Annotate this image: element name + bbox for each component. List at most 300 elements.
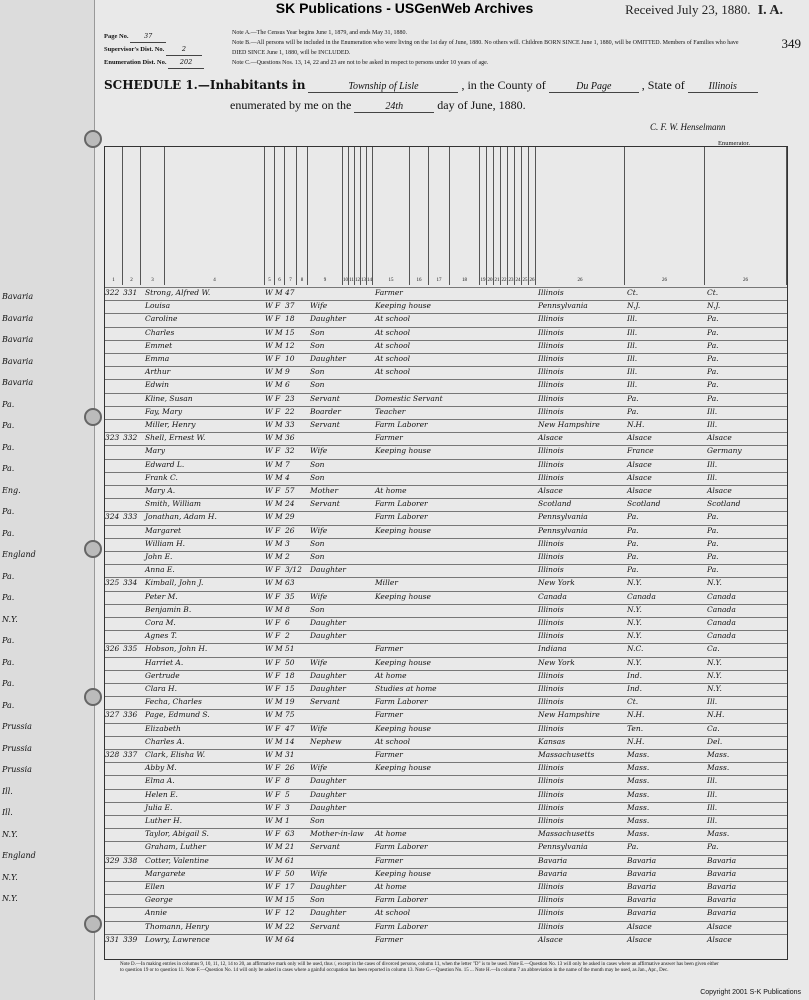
- adjacent-page-entry: Prussia: [2, 743, 32, 753]
- column-number: 25: [522, 278, 528, 283]
- cell-age: 32: [285, 446, 295, 456]
- cell-relation: Wife: [310, 763, 328, 773]
- cell-family: 334: [123, 578, 138, 588]
- cell-occupation: Keeping house: [375, 868, 431, 878]
- cell-age: 15: [285, 684, 295, 693]
- cell-mother-birthplace: Canada: [707, 631, 736, 641]
- cell-occupation: At school: [375, 908, 410, 918]
- cell-birthplace: Illinois: [538, 446, 564, 456]
- cell-relation: Servant: [310, 842, 340, 852]
- cell-age: 63: [285, 829, 295, 839]
- cell-father-birthplace: Mass.: [627, 776, 650, 786]
- cell-relation: Servant: [310, 921, 340, 931]
- cell-relation: Daughter: [310, 882, 346, 891]
- binder-ring: [84, 408, 102, 426]
- cell-dwelling: 326: [105, 644, 120, 654]
- cell-sex: M: [275, 327, 283, 337]
- adjacent-page-entry: Pa.: [2, 464, 15, 473]
- cell-father-birthplace: Pa.: [627, 525, 639, 535]
- column-number: 20: [487, 278, 493, 283]
- adjacent-page-entry: Pa.: [2, 636, 15, 645]
- cell-relation: Daughter: [310, 684, 346, 693]
- cell-color: W: [265, 512, 273, 522]
- cell-mother-birthplace: N.Y.: [707, 657, 722, 667]
- enumeration-date: [230, 98, 526, 113]
- cell-relation: Son: [310, 380, 325, 390]
- cell-color: W: [265, 776, 273, 786]
- township-value: Township of Lisle: [308, 81, 458, 93]
- cell-birthplace: Illinois: [538, 697, 564, 707]
- cell-occupation: Studies at home: [375, 684, 437, 693]
- column-header: [373, 147, 410, 285]
- cell-mother-birthplace: Del.: [707, 736, 723, 746]
- cell-name: Ellen: [145, 882, 165, 891]
- cell-father-birthplace: Mass.: [627, 750, 650, 759]
- cell-age: 24: [285, 499, 295, 509]
- cell-birthplace: Illinois: [538, 288, 564, 297]
- county-value: Du Page: [549, 81, 639, 93]
- cell-sex: M: [275, 842, 283, 852]
- received-stamp-text: Received July 23, 1880.: [625, 2, 751, 17]
- cell-mother-birthplace: Mass.: [707, 763, 730, 773]
- cell-color: W: [265, 842, 273, 852]
- column-header: [105, 147, 123, 285]
- cell-occupation: At school: [375, 314, 410, 324]
- cell-father-birthplace: Mass.: [627, 829, 650, 839]
- cell-age: 22: [285, 921, 295, 931]
- cell-color: W: [265, 750, 273, 759]
- cell-birthplace: Pennsylvania: [538, 842, 588, 852]
- cell-sex: M: [275, 750, 283, 759]
- cell-sex: F: [275, 406, 281, 416]
- cell-name: Kimball, John J.: [145, 578, 204, 588]
- cell-birthplace: Scotland: [538, 499, 572, 509]
- column-header: [480, 147, 487, 285]
- cell-mother-birthplace: Ill.: [707, 420, 718, 429]
- cell-birthplace: Illinois: [538, 631, 564, 641]
- cell-sex: F: [275, 802, 281, 812]
- cell-family: 333: [123, 512, 138, 522]
- state-label: , State of: [641, 78, 685, 92]
- cell-occupation: Keeping house: [375, 763, 431, 773]
- cell-mother-birthplace: N.Y.: [707, 578, 722, 588]
- cell-occupation: Teacher: [375, 406, 406, 416]
- cell-age: 64: [285, 934, 295, 944]
- column-number: 4: [213, 278, 216, 283]
- column-number: 8: [300, 278, 304, 283]
- cell-name: Page, Edmund S.: [145, 710, 210, 720]
- cell-color: W: [265, 486, 273, 495]
- cell-color: W: [265, 420, 273, 429]
- cell-occupation: Farm Laborer: [375, 697, 428, 707]
- column-number: 12: [355, 278, 360, 283]
- cell-name: Margarete: [145, 868, 186, 878]
- cell-age: 15: [285, 327, 295, 337]
- cell-color: W: [265, 868, 273, 878]
- cell-occupation: At school: [375, 354, 410, 363]
- cell-family: 337: [123, 750, 138, 759]
- cell-mother-birthplace: N.H.: [707, 710, 725, 720]
- cell-mother-birthplace: Ill.: [707, 816, 718, 825]
- cell-relation: Daughter: [310, 618, 346, 627]
- cell-name: Peter M.: [145, 591, 178, 601]
- cell-mother-birthplace: Canada: [707, 604, 736, 614]
- cell-age: 33: [285, 420, 295, 429]
- cell-age: 26: [285, 525, 295, 535]
- cell-sex: M: [275, 604, 283, 614]
- cell-birthplace: New York: [538, 657, 575, 667]
- cell-mother-birthplace: Bavaria: [707, 855, 737, 865]
- cell-name: Charles A.: [145, 736, 185, 746]
- column-header: [265, 147, 275, 285]
- cell-father-birthplace: Alsace: [627, 934, 652, 944]
- cell-birthplace: Bavaria: [538, 855, 568, 865]
- cell-father-birthplace: Alsace: [627, 486, 652, 495]
- cell-father-birthplace: N.Y.: [627, 631, 642, 641]
- cell-age: 57: [285, 486, 295, 495]
- cell-occupation: Farmer: [375, 433, 403, 443]
- cell-color: W: [265, 618, 273, 627]
- cell-mother-birthplace: Alsace: [707, 486, 732, 495]
- cell-relation: Wife: [310, 525, 328, 535]
- cell-name: Abby M.: [145, 763, 177, 773]
- cell-birthplace: Pennsylvania: [538, 512, 588, 522]
- cell-father-birthplace: Bavaria: [627, 908, 657, 918]
- cell-family: 331: [123, 288, 138, 297]
- cell-sex: F: [275, 314, 281, 324]
- cell-occupation: Keeping house: [375, 657, 431, 667]
- cell-name: William H.: [145, 538, 186, 548]
- cell-sex: F: [275, 393, 281, 403]
- cell-occupation: At school: [375, 327, 410, 337]
- cell-age: 18: [285, 670, 295, 680]
- cell-mother-birthplace: Mass.: [707, 829, 730, 839]
- cell-relation: Daughter: [310, 314, 346, 324]
- column-number: 17: [436, 278, 442, 283]
- cell-birthplace: Illinois: [538, 921, 564, 931]
- page-no-label: Page No.: [104, 33, 129, 40]
- cell-family: 332: [123, 433, 138, 443]
- cell-birthplace: Illinois: [538, 802, 564, 812]
- cell-color: W: [265, 446, 273, 456]
- cell-name: Hobson, John H.: [145, 644, 208, 654]
- cell-name: John E.: [145, 552, 173, 561]
- table-row: [105, 932, 787, 948]
- cell-father-birthplace: N.Y.: [627, 618, 642, 627]
- cell-birthplace: Illinois: [538, 763, 564, 773]
- column-header: [705, 147, 787, 285]
- cell-occupation: Keeping house: [375, 525, 431, 535]
- cell-relation: Daughter: [310, 802, 346, 812]
- cell-sex: F: [275, 684, 281, 693]
- cell-color: W: [265, 802, 273, 812]
- cell-father-birthplace: Bavaria: [627, 868, 657, 878]
- column-number: 26: [529, 278, 535, 283]
- adjacent-page-entry: Pa.: [2, 679, 15, 688]
- cell-birthplace: Illinois: [538, 895, 564, 905]
- adjacent-page-entry: Pa.: [2, 593, 15, 602]
- column-number: 3: [151, 278, 154, 283]
- cell-birthplace: Kansas: [538, 736, 566, 746]
- adjacent-page-entry: England: [2, 851, 36, 860]
- cell-color: W: [265, 710, 273, 720]
- cell-sex: F: [275, 446, 281, 456]
- cell-age: 22: [285, 406, 295, 416]
- cell-sex: M: [275, 816, 283, 825]
- cell-color: W: [265, 921, 273, 931]
- cell-relation: Wife: [310, 446, 328, 456]
- cell-relation: Wife: [310, 868, 328, 878]
- cell-dwelling: 323: [105, 433, 120, 443]
- cell-age: 6: [285, 380, 290, 390]
- cell-birthplace: Illinois: [538, 459, 564, 469]
- cell-dwelling: 329: [105, 855, 120, 865]
- cell-name: Strong, Alfred W.: [145, 288, 211, 297]
- note-b: Note B.—All persons will be included in the Enumeration who were living on the 1st day of June, 1880. No others will. Children BORN SINCE June 1, 1880, will be OMITTED. Members of Families who have DIED SINCE June 1, 1880, will be INCLUDED.: [232, 40, 739, 56]
- cell-father-birthplace: Mass.: [627, 763, 650, 773]
- cell-mother-birthplace: Canada: [707, 618, 736, 627]
- census-table: [104, 146, 788, 960]
- cell-occupation: Farm Laborer: [375, 921, 428, 931]
- cell-color: W: [265, 578, 273, 588]
- cell-mother-birthplace: Scotland: [707, 499, 741, 509]
- cell-color: W: [265, 763, 273, 773]
- cell-father-birthplace: Ill.: [627, 367, 638, 377]
- adjacent-page-entry: Bavaria: [2, 313, 34, 323]
- cell-name: Smith, William: [145, 499, 202, 509]
- cell-birthplace: Illinois: [538, 406, 564, 416]
- cell-family: 338: [123, 855, 138, 865]
- adjacent-page-entry: Eng.: [2, 485, 21, 495]
- cell-name: Emma: [145, 354, 170, 363]
- column-header: [515, 147, 522, 285]
- adjacent-page-entry: Pa.: [2, 657, 15, 667]
- cell-sex: F: [275, 486, 281, 495]
- cell-sex: F: [275, 631, 281, 641]
- cell-color: W: [265, 684, 273, 693]
- cell-mother-birthplace: Pa.: [707, 314, 719, 324]
- cell-age: 15: [285, 895, 295, 905]
- cell-color: W: [265, 736, 273, 746]
- cell-age: 18: [285, 314, 295, 324]
- column-header: [297, 147, 308, 285]
- cell-sex: F: [275, 657, 281, 667]
- column-number: 11: [349, 278, 354, 283]
- cell-father-birthplace: Ten.: [627, 723, 644, 733]
- cell-color: W: [265, 565, 273, 575]
- cell-mother-birthplace: Pa.: [707, 565, 719, 575]
- cell-family: 335: [123, 644, 138, 654]
- cell-color: W: [265, 538, 273, 548]
- column-header: [410, 147, 429, 285]
- cell-relation: Servant: [310, 499, 340, 509]
- day-of-label: day of June, 1880.: [437, 98, 526, 112]
- binder-ring: [84, 915, 102, 933]
- cell-father-birthplace: Alsace: [627, 472, 652, 482]
- page-number: 349: [781, 36, 801, 51]
- cell-color: W: [265, 380, 273, 390]
- cell-occupation: Farm Laborer: [375, 842, 428, 852]
- cell-age: 4: [285, 472, 290, 482]
- cell-color: W: [265, 525, 273, 535]
- cell-color: W: [265, 288, 273, 297]
- enumeration-label: Enumeration Dist. No.: [104, 59, 167, 66]
- cell-father-birthplace: Alsace: [627, 921, 652, 931]
- cell-mother-birthplace: Pa.: [707, 354, 719, 363]
- cell-relation: Daughter: [310, 354, 346, 363]
- adjacent-page-entry: Pa.: [2, 700, 15, 710]
- column-number: 13: [361, 278, 366, 283]
- adjacent-page-entry: Ill.: [2, 808, 13, 817]
- cell-relation: Daughter: [310, 565, 346, 575]
- cell-color: W: [265, 789, 273, 799]
- cell-birthplace: Bavaria: [538, 868, 568, 878]
- cell-birthplace: Illinois: [538, 618, 564, 627]
- cell-age: 12: [285, 340, 295, 350]
- cell-name: Clark, Elisha W.: [145, 750, 206, 759]
- column-number: 10: [343, 278, 348, 283]
- cell-age: 1: [285, 816, 290, 825]
- schedule-label: SCHEDULE 1.—Inhabitants in: [104, 78, 306, 92]
- cell-occupation: Farmer: [375, 644, 403, 654]
- cell-age: 50: [285, 868, 295, 878]
- schedule-title: [104, 78, 758, 93]
- cell-occupation: Keeping house: [375, 446, 431, 456]
- cell-age: 23: [285, 393, 295, 403]
- cell-age: 50: [285, 657, 295, 667]
- cell-father-birthplace: Ct.: [627, 288, 639, 297]
- cell-name: Cora M.: [145, 618, 176, 627]
- cell-age: 26: [285, 763, 295, 773]
- cell-name: George: [145, 895, 173, 905]
- cell-sex: F: [275, 763, 281, 773]
- cell-occupation: Farmer: [375, 934, 403, 944]
- cell-name: Gertrude: [145, 670, 180, 680]
- cell-color: W: [265, 934, 273, 944]
- cell-birthplace: Illinois: [538, 367, 564, 377]
- cell-occupation: At school: [375, 367, 410, 377]
- cell-occupation: Farm Laborer: [375, 895, 428, 905]
- cell-birthplace: Illinois: [538, 314, 564, 324]
- cell-mother-birthplace: Ill.: [707, 802, 718, 812]
- cell-sex: F: [275, 776, 281, 786]
- cell-mother-birthplace: Ill.: [707, 697, 718, 707]
- cell-sex: M: [275, 855, 283, 865]
- cell-mother-birthplace: Alsace: [707, 934, 732, 944]
- cell-color: W: [265, 327, 273, 337]
- cell-relation: Servant: [310, 697, 340, 707]
- cell-occupation: Farmer: [375, 750, 403, 759]
- received-stamp: [625, 2, 783, 19]
- cell-birthplace: Illinois: [538, 723, 564, 733]
- cell-age: 10: [285, 354, 295, 363]
- cell-name: Lowry, Lawrence: [145, 934, 210, 944]
- cell-occupation: Farmer: [375, 710, 403, 720]
- cell-family: 339: [123, 934, 138, 944]
- cell-sex: M: [275, 644, 283, 654]
- cell-father-birthplace: Alsace: [627, 459, 652, 469]
- cell-sex: M: [275, 340, 283, 350]
- cell-age: 47: [285, 723, 295, 733]
- cell-father-birthplace: Bavaria: [627, 882, 657, 891]
- cell-father-birthplace: Pa.: [627, 842, 639, 852]
- cell-occupation: At school: [375, 340, 410, 350]
- cell-father-birthplace: Canada: [627, 591, 656, 601]
- census-notes: [232, 28, 752, 68]
- cell-occupation: At home: [375, 486, 407, 495]
- adjacent-page-entry: Ill.: [2, 786, 13, 796]
- cell-color: W: [265, 697, 273, 707]
- cell-sex: F: [275, 591, 281, 601]
- cell-occupation: At school: [375, 736, 410, 746]
- cell-age: 75: [285, 710, 295, 720]
- column-header: [494, 147, 501, 285]
- cell-color: W: [265, 895, 273, 905]
- cell-mother-birthplace: Canada: [707, 591, 736, 601]
- cell-occupation: Domestic Servant: [375, 393, 443, 403]
- cell-father-birthplace: N.Y.: [627, 604, 642, 614]
- cell-father-birthplace: N.Y.: [627, 578, 642, 588]
- cell-age: 14: [285, 736, 295, 746]
- enumerator-signature: C. F. W. Henselmann: [650, 122, 726, 132]
- cell-occupation: Farm Laborer: [375, 499, 428, 509]
- cell-name: Fay, Mary: [145, 406, 183, 416]
- cell-age: 17: [285, 882, 295, 891]
- cell-relation: Nephew: [310, 736, 342, 746]
- footnotes: Note D.—In making entries in columns 9, 10, 11, 12, 14 to 20, an affirmative mark only will be used, thus /, except in the cases of divorced persons, column 11, when the letter "D" is to be used. Note E.—Question No. 13 will only be asked in cases where an affirmative answer has been given either to question 19 or to question 11. Note F.—Question No. 14 will only be asked in cases where a gainful occupation has been reported in column 13. Note G.—Question No. 15 ... Note H.—In column 7 an abbreviation in the name of the month may be used, as Jan., Apr., Dec.: [120, 962, 719, 973]
- cell-name: Agnes T.: [145, 631, 178, 641]
- cell-name: Caroline: [145, 314, 178, 324]
- cell-father-birthplace: N.H.: [627, 736, 645, 746]
- cell-birthplace: Illinois: [538, 565, 564, 575]
- cell-sex: F: [275, 908, 281, 918]
- cell-occupation: Farm Laborer: [375, 420, 428, 429]
- cell-occupation: Keeping house: [375, 301, 431, 311]
- cell-color: W: [265, 472, 273, 482]
- cell-father-birthplace: Pa.: [627, 565, 639, 575]
- cell-color: W: [265, 631, 273, 641]
- cell-mother-birthplace: Bavaria: [707, 868, 737, 878]
- cell-age: 3: [285, 538, 290, 548]
- cell-age: 8: [285, 604, 290, 614]
- cell-father-birthplace: Pa.: [627, 393, 639, 403]
- cell-name: Margaret: [145, 525, 182, 535]
- cell-birthplace: Alsace: [538, 486, 563, 495]
- cell-color: W: [265, 301, 273, 311]
- day-value: 24th: [354, 101, 434, 113]
- cell-color: W: [265, 644, 273, 654]
- column-header: [285, 147, 297, 285]
- cell-sex: M: [275, 459, 283, 469]
- cell-birthplace: Pennsylvania: [538, 301, 588, 311]
- cell-name: Elizabeth: [145, 723, 181, 733]
- cell-color: W: [265, 459, 273, 469]
- column-number: 18: [462, 278, 467, 283]
- district-info: [104, 30, 204, 69]
- cell-mother-birthplace: Pa.: [707, 525, 719, 535]
- cell-relation: Mother: [310, 486, 339, 495]
- note-a: Note A.—The Census Year begins June 1, 1879, and ends May 31, 1880.: [232, 30, 407, 36]
- cell-age: 7: [285, 459, 290, 469]
- archive-banner: SK Publications - USGenWeb Archives: [275, 0, 534, 16]
- cell-birthplace: Illinois: [538, 789, 564, 799]
- cell-father-birthplace: Ill.: [627, 327, 638, 337]
- cell-mother-birthplace: Alsace: [707, 433, 732, 443]
- cell-age: 12: [285, 908, 295, 918]
- cell-age: 9: [285, 367, 290, 377]
- column-number: 15: [388, 278, 394, 283]
- cell-name: Taylor, Abigail S.: [145, 829, 209, 839]
